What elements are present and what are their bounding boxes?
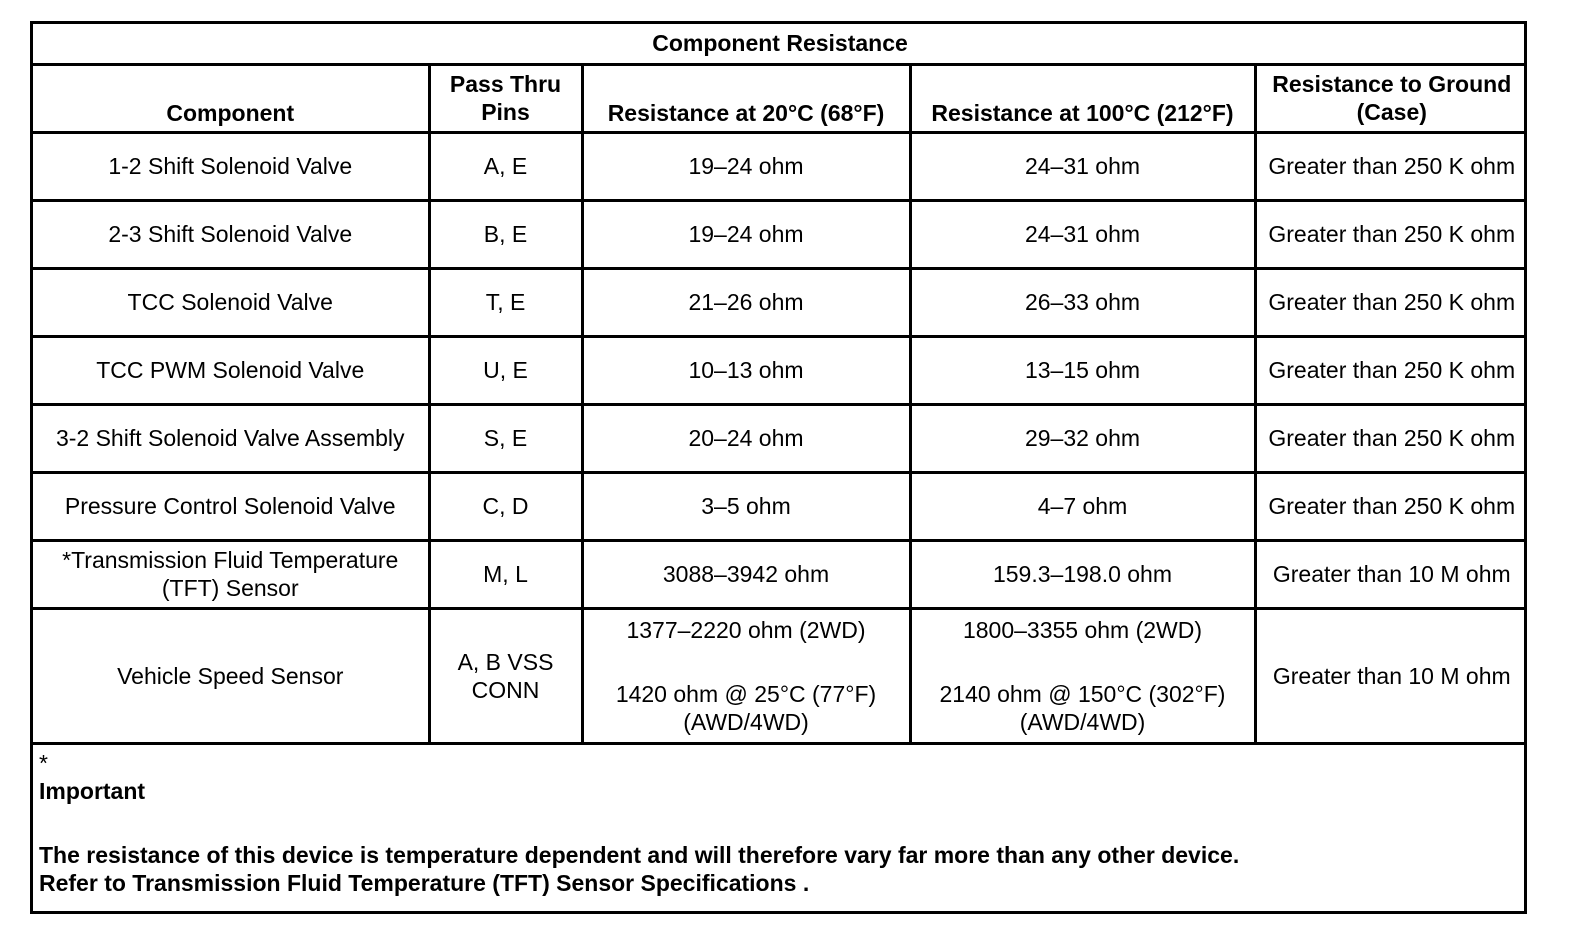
- cell-resistance-100c: [910, 608, 1255, 743]
- cell-resistance-ground: Greater than 250 K ohm: [1255, 132, 1527, 200]
- table-row: [33, 268, 1527, 336]
- component-resistance-document: [30, 21, 1527, 914]
- cell-component: 3-2 Shift Solenoid Valve Assembly: [33, 404, 429, 472]
- cell-resistance-ground: Greater than 250 K ohm: [1255, 268, 1527, 336]
- cell-component: 1-2 Shift Solenoid Valve: [33, 132, 429, 200]
- cell-pins: A, E: [429, 132, 582, 200]
- note-heading: Important: [39, 777, 146, 804]
- header-resistance-20c: Resistance at 20°C (68°F): [582, 64, 910, 132]
- cell-resistance-100c: 24–31 ohm: [910, 200, 1255, 268]
- note-marker: *: [39, 749, 48, 776]
- cell-resistance-ground: Greater than 250 K ohm: [1255, 404, 1527, 472]
- table-row: [33, 404, 1527, 472]
- cell-resistance-ground: Greater than 10 M ohm: [1255, 608, 1527, 743]
- cell-resistance-20c: 10–13 ohm: [582, 336, 910, 404]
- cell-pins: U, E: [429, 336, 582, 404]
- value-2wd: 1377–2220 ohm (2WD): [626, 616, 866, 643]
- note-text-line-1: The resistance of this device is temperature dependent and will therefore vary far more than any other device.: [39, 841, 1240, 868]
- cell-component: 2-3 Shift Solenoid Valve: [33, 200, 429, 268]
- cell-resistance-20c: 20–24 ohm: [582, 404, 910, 472]
- cell-resistance-20c: 3088–3942 ohm: [582, 540, 910, 608]
- cell-resistance-ground: Greater than 10 M ohm: [1255, 540, 1527, 608]
- cell-resistance-100c: 13–15 ohm: [910, 336, 1255, 404]
- cell-resistance-ground: Greater than 250 K ohm: [1255, 472, 1527, 540]
- cell-resistance-20c: 21–26 ohm: [582, 268, 910, 336]
- table-row: [33, 540, 1527, 608]
- header-resistance-100c: Resistance at 100°C (212°F): [910, 64, 1255, 132]
- cell-resistance-20c: [582, 608, 910, 743]
- header-component: Component: [33, 64, 429, 132]
- cell-component: Vehicle Speed Sensor: [33, 608, 429, 743]
- value-awd-4wd: 1420 ohm @ 25°C (77°F) (AWD/4WD): [615, 680, 877, 735]
- cell-pins: B, E: [429, 200, 582, 268]
- table-row: [33, 472, 1527, 540]
- header-pass-thru-pins: Pass Thru Pins: [429, 64, 582, 132]
- header-resistance-to-ground: Resistance to Ground (Case): [1255, 64, 1527, 132]
- component-resistance-table: [33, 24, 1527, 745]
- cell-resistance-100c: 159.3–198.0 ohm: [910, 540, 1255, 608]
- cell-resistance-20c: 19–24 ohm: [582, 132, 910, 200]
- cell-resistance-ground: Greater than 250 K ohm: [1255, 336, 1527, 404]
- important-note: [33, 745, 1524, 911]
- cell-resistance-100c: 29–32 ohm: [910, 404, 1255, 472]
- cell-pins: M, L: [429, 540, 582, 608]
- cell-resistance-100c: 24–31 ohm: [910, 132, 1255, 200]
- cell-pins: A, B VSS CONN: [429, 608, 582, 743]
- table-row-vehicle-speed-sensor: [33, 608, 1527, 743]
- cell-resistance-100c: 26–33 ohm: [910, 268, 1255, 336]
- cell-component: TCC PWM Solenoid Valve: [33, 336, 429, 404]
- value-2wd: 1800–3355 ohm (2WD): [962, 616, 1203, 643]
- cell-resistance-100c: 4–7 ohm: [910, 472, 1255, 540]
- cell-pins: C, D: [429, 472, 582, 540]
- cell-resistance-ground: Greater than 250 K ohm: [1255, 200, 1527, 268]
- cell-component: TCC Solenoid Valve: [33, 268, 429, 336]
- value-awd-4wd: 2140 ohm @ 150°C (302°F) (AWD/4WD): [939, 680, 1226, 735]
- cell-pins: T, E: [429, 268, 582, 336]
- note-text-line-2: Refer to Transmission Fluid Temperature (TFT) Sensor Specifications .: [39, 869, 810, 896]
- cell-resistance-20c: 3–5 ohm: [582, 472, 910, 540]
- cell-resistance-20c: 19–24 ohm: [582, 200, 910, 268]
- cell-component: Pressure Control Solenoid Valve: [33, 472, 429, 540]
- table-row: [33, 132, 1527, 200]
- table-row: [33, 336, 1527, 404]
- table-row: [33, 200, 1527, 268]
- header-row: [33, 64, 1527, 132]
- cell-component: *Transmission Fluid Temperature (TFT) Sensor: [33, 540, 429, 608]
- cell-pins: S, E: [429, 404, 582, 472]
- table-title: Component Resistance: [33, 24, 1527, 64]
